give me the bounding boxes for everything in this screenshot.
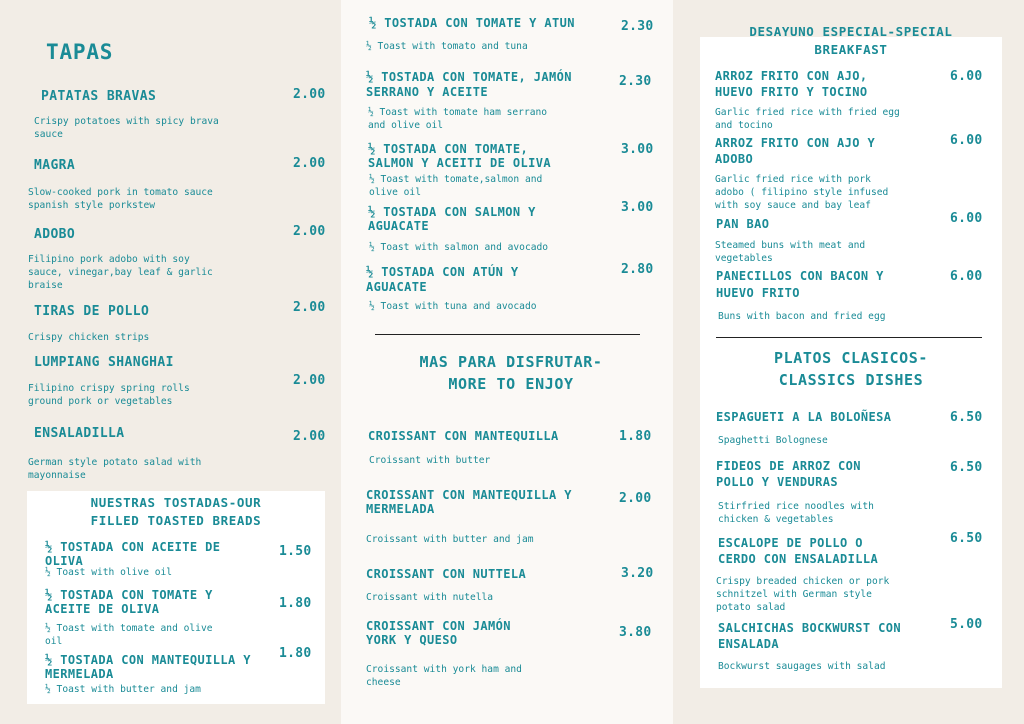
item-description: spanish style porkstew [28, 200, 156, 211]
item-description: braise [28, 280, 63, 291]
item-price: 3.00 [621, 142, 654, 157]
item-name: ½ TOSTADA CON MANTEQUILLA Y [45, 653, 251, 667]
item-name: SALCHICHAS BOCKWURST CON [718, 621, 901, 635]
item-name: MERMELADA [366, 502, 435, 516]
item-name: CERDO CON ENSALADILLA [718, 552, 879, 566]
divider [375, 334, 640, 335]
item-name: PANECILLOS CON BACON Y [716, 269, 884, 283]
item-price: 2.00 [619, 491, 652, 506]
item-description: Crispy potatoes with spicy brava [34, 116, 219, 127]
heading-line: BREAKFAST [814, 42, 888, 57]
item-description: Crispy chicken strips [28, 332, 150, 343]
item-name: ARROZ FRITO CON AJO Y [715, 136, 876, 150]
heading-line: FILLED TOASTED BREADS [90, 513, 262, 528]
item-description: Spaghetti Bolognese [718, 435, 828, 446]
item-price: 3.20 [621, 566, 654, 581]
item-description: German style potato salad with [28, 457, 202, 468]
item-name: POLLO Y VENDURAS [716, 475, 838, 489]
item-description: Stirfried rice noodles with [718, 501, 874, 512]
item-name: CROISSANT CON MANTEQUILLA [368, 429, 559, 443]
item-price: 6.00 [950, 211, 983, 226]
item-price: 2.00 [293, 429, 326, 444]
item-description: vegetables [715, 253, 773, 264]
item-name: ACEITE DE OLIVA [45, 602, 160, 616]
item-name: PATATAS BRAVAS [41, 89, 157, 104]
item-name: ½ TOSTADA CON TOMATE Y ATUN [369, 16, 575, 30]
item-name: MAGRA [34, 158, 76, 173]
item-description: Garlic fried rice with pork [715, 174, 871, 185]
item-description: oil [45, 636, 63, 647]
item-name: ½ TOSTADA CON ATÚN Y [366, 265, 519, 279]
divider [716, 337, 982, 338]
item-description: Buns with bacon and fried egg [718, 311, 886, 322]
item-price: 2.00 [293, 300, 326, 315]
item-description: sauce, vinegar,bay leaf & garlic [28, 267, 213, 278]
item-description: Croissant with york ham and [366, 664, 522, 675]
item-name: AGUACATE [368, 219, 429, 233]
desayuno-title [700, 23, 1002, 59]
item-name: ESCALOPE DE POLLO O [718, 536, 863, 550]
item-name: TIRAS DE POLLO [34, 304, 150, 319]
heading-line: DESAYUNO ESPECIAL-SPECIAL [749, 24, 953, 39]
item-name: ½ TOSTADA CON TOMATE Y [45, 588, 213, 602]
item-price: 2.80 [621, 262, 654, 277]
item-name: ½ TOSTADA CON SALMON Y [368, 205, 536, 219]
item-description: adobo ( filipino style infused [715, 187, 889, 198]
item-price: 6.00 [950, 133, 983, 148]
item-price: 2.30 [621, 19, 654, 34]
item-price: 2.00 [293, 224, 326, 239]
item-price: 2.00 [293, 87, 326, 102]
item-name: ARROZ FRITO CON AJO, [715, 69, 868, 83]
clasicos-title [700, 347, 1002, 391]
item-description: mayonnaise [28, 470, 86, 481]
tostadas-title [27, 494, 325, 530]
item-name: AGUACATE [366, 280, 427, 294]
item-price: 1.80 [279, 646, 312, 661]
item-description: Crispy breaded chicken or pork [716, 576, 890, 587]
heading-line: NUESTRAS TOSTADAS-OUR [90, 495, 262, 510]
item-price: 6.00 [950, 69, 983, 84]
item-description: schnitzel with German style [716, 589, 872, 600]
item-price: 1.50 [279, 544, 312, 559]
item-description: olive oil [369, 187, 421, 198]
item-description: ½ Toast with butter and jam [45, 684, 201, 695]
item-price: 6.00 [950, 269, 983, 284]
item-name: ½ TOSTADA CON TOMATE, [368, 142, 529, 156]
item-price: 6.50 [950, 410, 983, 425]
item-description: Croissant with butter [369, 455, 491, 466]
item-name: ENSALADILLA [34, 426, 125, 441]
item-description: chicken & vegetables [718, 514, 834, 525]
item-name: HUEVO FRITO Y TOCINO [715, 85, 868, 99]
item-name: CROISSANT CON MANTEQUILLA Y [366, 488, 572, 502]
item-price: 1.80 [619, 429, 652, 444]
item-description: Garlic fried rice with fried egg [715, 107, 900, 118]
item-description: Filipino pork adobo with soy [28, 254, 190, 265]
item-description: cheese [366, 677, 401, 688]
heading-line: MORE TO ENJOY [448, 375, 574, 393]
tapas-title: TAPAS [46, 40, 114, 64]
item-price: 6.50 [950, 460, 983, 475]
item-name: ADOBO [715, 152, 754, 166]
heading-line: CLASSICS DISHES [778, 371, 924, 389]
item-name: PAN BAO [716, 217, 770, 231]
item-description: Filipino crispy spring rolls [28, 383, 190, 394]
item-name: MERMELADA [45, 667, 114, 681]
item-price: 5.00 [950, 617, 983, 632]
item-price: 3.00 [621, 200, 654, 215]
item-description: and olive oil [368, 120, 444, 131]
item-description: ½ Toast with tuna and avocado [369, 301, 537, 312]
heading-line: MAS PARA DISFRUTAR- [419, 353, 603, 371]
item-description: ½ Toast with tomate ham serrano [368, 107, 548, 118]
item-description: with soy sauce and bay leaf [715, 200, 871, 211]
item-description: potato salad [716, 602, 786, 613]
item-description: ground pork or vegetables [28, 396, 173, 407]
item-description: Slow-cooked pork in tomato sauce [28, 187, 213, 198]
item-name: ESPAGUETI A LA BOLOÑESA [716, 410, 892, 424]
item-name: ADOBO [34, 227, 76, 242]
item-name: CROISSANT CON NUTTELA [366, 567, 527, 581]
item-price: 3.80 [619, 625, 652, 640]
item-description: ½ Toast with tomato and tuna [366, 41, 528, 52]
mas-title [341, 351, 681, 395]
item-description: sauce [34, 129, 63, 140]
item-description: ½ Toast with salmon and avocado [369, 242, 549, 253]
item-name: LUMPIANG SHANGHAI [34, 355, 174, 370]
item-name: SALMON Y ACEITI DE OLIVA [368, 156, 551, 170]
item-price: 2.00 [293, 373, 326, 388]
item-name: CROISSANT CON JAMÓN [366, 619, 511, 633]
item-name: FIDEOS DE ARROZ CON [716, 459, 861, 473]
item-name: ½ TOSTADA CON ACEITE DE [45, 540, 221, 554]
item-description: ½ Toast with tomate,salmon and [369, 174, 543, 185]
item-price: 2.30 [619, 74, 652, 89]
item-description: Croissant with nutella [366, 592, 494, 603]
item-description: ½ Toast with tomate and olive [45, 623, 213, 634]
item-name: ENSALADA [718, 637, 779, 651]
item-description: Bockwurst saugages with salad [718, 661, 886, 672]
item-description: Steamed buns with meat and [715, 240, 866, 251]
item-name: ½ TOSTADA CON TOMATE, JAMÓN [366, 70, 572, 84]
item-description: and tocino [715, 120, 773, 131]
item-name: SERRANO Y ACEITE [366, 85, 488, 99]
item-price: 2.00 [293, 156, 326, 171]
heading-line: PLATOS CLASICOS- [773, 349, 929, 367]
item-description: Croissant with butter and jam [366, 534, 534, 545]
item-name: YORK Y QUESO [366, 633, 458, 647]
item-price: 1.80 [279, 596, 312, 611]
item-price: 6.50 [950, 531, 983, 546]
item-description: ½ Toast with olive oil [45, 567, 173, 578]
item-name: OLIVA [45, 554, 84, 568]
item-name: HUEVO FRITO [716, 286, 800, 300]
